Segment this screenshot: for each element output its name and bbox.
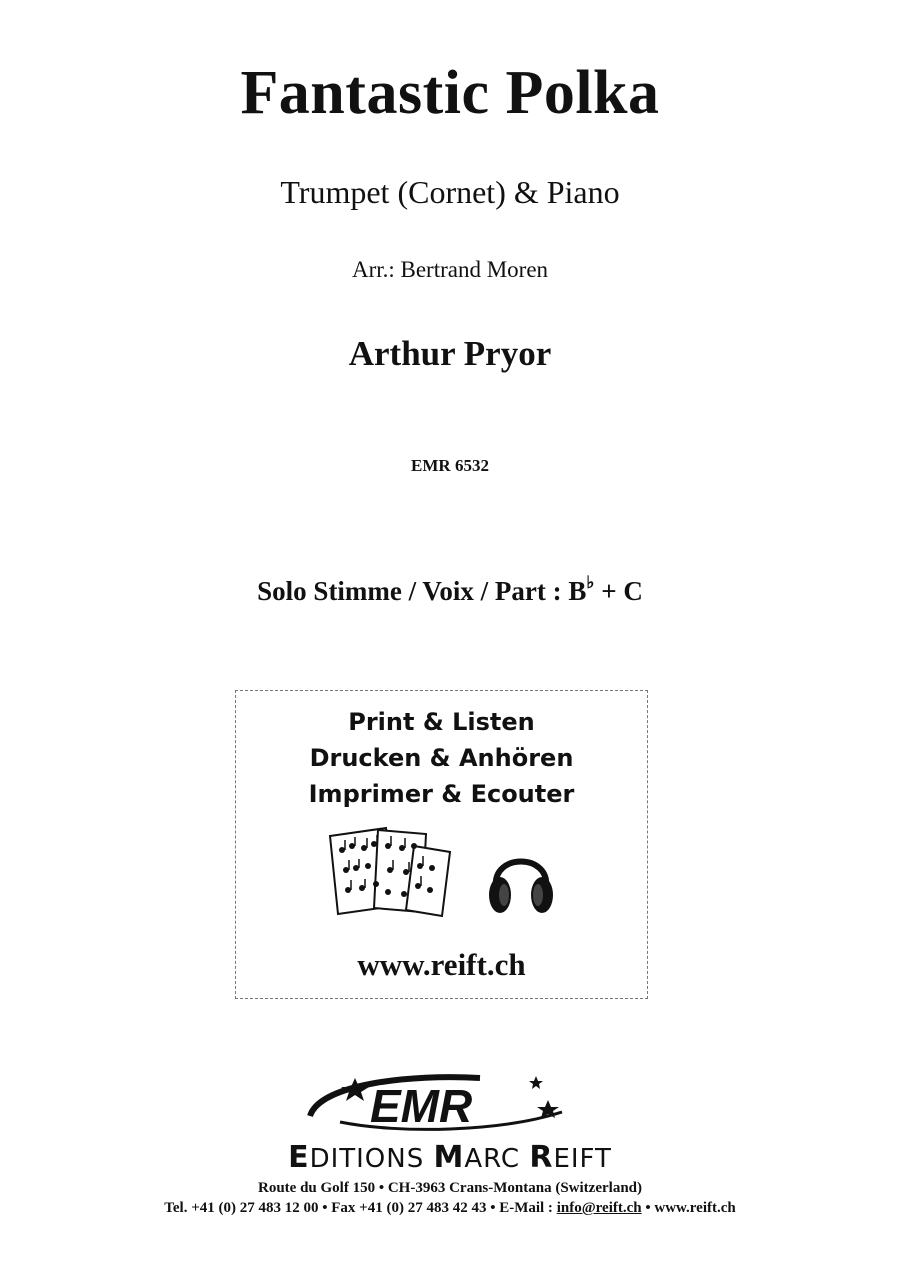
promo-line-english: Print & Listen: [348, 708, 535, 736]
instrumentation: Trumpet (Cornet) & Piano: [280, 174, 620, 210]
arranger-credit: Arr.: Bertrand Moren: [351, 257, 549, 282]
flat-sign: ♭: [586, 573, 595, 592]
promo-url: www.reift.ch: [357, 947, 526, 982]
promo-line-german: Drucken & Anhören: [309, 744, 574, 772]
headphones-icon: [486, 839, 556, 919]
print-and-listen-box: [235, 690, 648, 999]
publisher-name: EDITIONS MARC REIFT: [288, 1140, 612, 1175]
publisher-contact: Tel. +41 (0) 27 483 12 00 • Fax +41 (0) 27 483 42 43 • E-Mail : info@reift.ch • www.reift.ch: [164, 1200, 736, 1216]
emr-logo: [300, 1070, 580, 1140]
part-label: Solo Stimme / Voix / Part : B: [257, 576, 587, 606]
sheet-music-icon: [328, 824, 458, 919]
catalog-number: EMR 6532: [411, 456, 489, 475]
part-suffix: + C: [594, 576, 643, 606]
email-link[interactable]: info@reift.ch: [556, 1200, 642, 1216]
promo-line-french: Imprimer & Ecouter: [308, 780, 575, 808]
publisher-address: Route du Golf 150 • CH-3963 Crans-Montana (Switzerland): [258, 1180, 642, 1196]
part-designation: [0, 575, 900, 607]
page-title: Fantastic Polka: [240, 59, 660, 127]
composer-name: Arthur Pryor: [348, 334, 552, 373]
logo-wordmark: EMR: [370, 1080, 473, 1132]
